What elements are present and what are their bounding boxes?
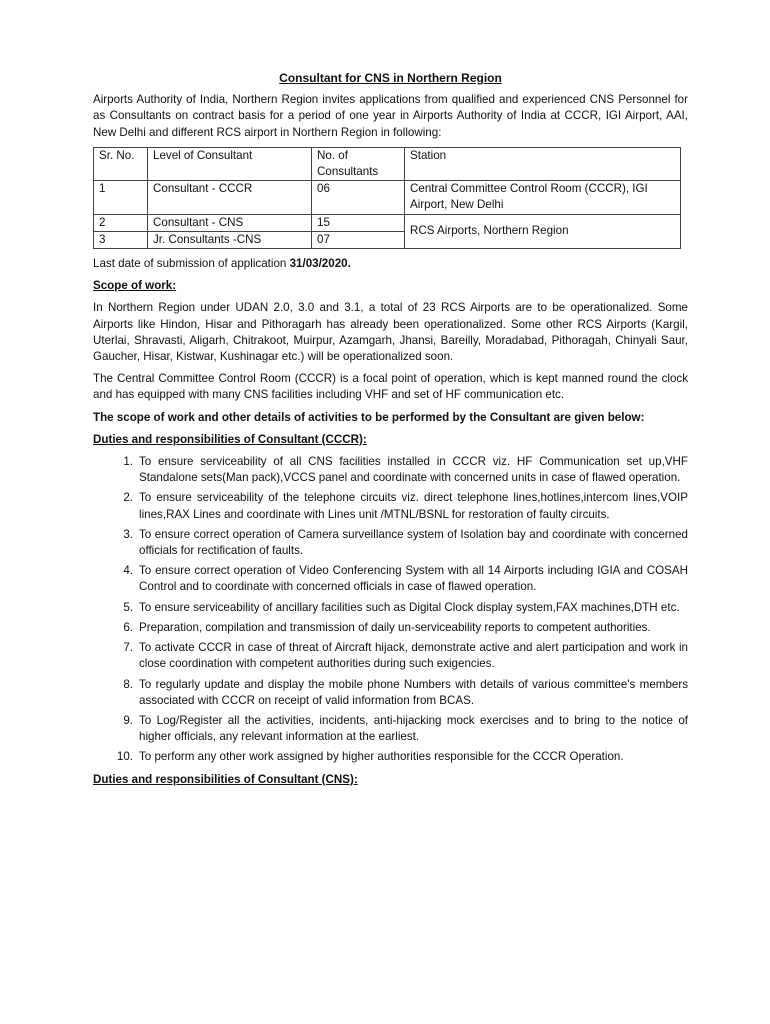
scope-details-line: The scope of work and other details of activities to be performed by the Consultant are given below: (93, 410, 645, 424)
list-item-number: 9. (123, 713, 133, 727)
duties-cccr-heading: Duties and responsibilities of Consultant (CCCR): (93, 432, 367, 446)
list-item-text: To regularly update and display the mobile phone Numbers with details of various committee's members associated with CCCR on receipt of valid information from BCAS. (139, 677, 688, 707)
list-item-number: 5. (123, 600, 133, 614)
document-content (93, 70, 688, 794)
list-item (93, 713, 688, 745)
list-item-text: To ensure correct operation of Camera surveillance system of Isolation bay and coordinate with concerned officials for rectification of faults. (139, 527, 688, 558)
list-item (93, 563, 688, 595)
header-station: Station (405, 147, 681, 180)
duties-cns-heading: Duties and responsibilities of Consultant (CNS): (93, 772, 358, 786)
list-item-text: To activate CCCR in case of threat of Aircraft hijack, demonstrate active and alert participation and work in close coordination with competent authorities during such exigencies. (139, 641, 688, 671)
intro-paragraph: Airports Authority of India, Northern Region invites applications from qualified and experienced CNS Personnel for as Consultants on contract basis for a period of one year in Airports Authority of India at CCCR, IGI Airport, AAI, New Delhi and different RCS airport in Northern Region in following: (93, 93, 688, 139)
table-header-row (94, 147, 681, 180)
page-title: Consultant for CNS in Northern Region (279, 71, 502, 85)
cell-count: 15 (312, 214, 405, 231)
list-item-number: 6. (123, 620, 133, 634)
cell-sr: 2 (94, 214, 148, 231)
list-item-number: 1. (123, 455, 133, 469)
last-date-value: 31/03/2020. (289, 257, 351, 271)
list-item-text: To ensure serviceability of the telephone circuits viz. direct telephone lines,hotlines,intercom lines,VOIP lines,RAX Lines and coordinate with Lines unit /MTNL/BSNL for restoration of faulty circuits. (139, 491, 688, 521)
consultant-table (93, 147, 681, 249)
list-item-number: 10. (116, 750, 133, 764)
list-item-number: 8. (123, 677, 133, 691)
cell-sr: 1 (94, 181, 148, 214)
duties-cccr-list (93, 454, 688, 765)
list-item-text: To ensure serviceability of all CNS facilities installed in CCCR viz. HF Communication set up,VHF Standalone sets(Man pack),VCCS panel and coordinate with concerned units in case of flawed operation. (139, 455, 688, 485)
header-sr-no: Sr. No. (94, 147, 148, 180)
list-item (93, 620, 688, 636)
list-item (93, 454, 688, 486)
list-item-text: To Log/Register all the activities, incidents, anti-hijacking mock exercises and to bring to the notice of higher officials, any relevant information at the earliest. (139, 713, 688, 744)
list-item-number: 7. (123, 641, 133, 655)
last-date-label: Last date of submission of application (93, 257, 290, 271)
list-item (93, 640, 688, 672)
header-level: Level of Consultant (148, 147, 312, 180)
list-item-text: To ensure serviceability of ancillary facilities such as Digital Clock display system,FAX machines,DTH etc. (139, 600, 680, 614)
cell-count: 07 (312, 231, 405, 248)
list-item-text: Preparation, compilation and transmission of daily un-serviceability reports to competent authorities. (139, 620, 651, 634)
list-item (93, 490, 688, 522)
table-row (94, 214, 681, 231)
list-item-number: 4. (123, 564, 133, 578)
list-item-text: To perform any other work assigned by higher authorities responsible for the CCCR Operation. (139, 750, 624, 764)
cell-station: RCS Airports, Northern Region (405, 214, 681, 248)
cell-level: Consultant - CCCR (148, 181, 312, 214)
cell-level: Jr. Consultants -CNS (148, 231, 312, 248)
header-count: No. of Consultants (312, 147, 405, 180)
list-item (93, 677, 688, 709)
scope-paragraph-1: In Northern Region under UDAN 2.0, 3.0 and 3.1, a total of 23 RCS Airports are to be operationalized. Some Airports like Hindon, Hisar and Pithoragarh has already been operationalized. Some other RCS Airports (Kargil, Uterlai, Shravasti, Aligarh, Chitrakoot, Muirpur, Azamgarh, Jhansi, Bareilly, Moradabad, Pithoragah, Chinyali Saur, Gaucher, Hisar, Kistwar, Kushinagar etc.) will be operationalized soon. (93, 301, 688, 364)
scope-heading: Scope of work: (93, 279, 177, 293)
list-item (93, 527, 688, 559)
cell-level: Consultant - CNS (148, 214, 312, 231)
list-item-number: 3. (123, 527, 133, 541)
cell-count: 06 (312, 181, 405, 214)
scope-paragraph-2: The Central Committee Control Room (CCCR) is a focal point of operation, which is kept manned round the clock and has equipped with many CNS facilities including VHF and set of HF communication etc. (93, 372, 688, 402)
list-item (93, 600, 688, 616)
table-row (94, 181, 681, 214)
list-item (93, 749, 688, 765)
list-item-text: To ensure correct operation of Video Conferencing System with all 14 Airports including IGIA and COSAH Control and to coordinate with concerned officials in case of flawed operation. (139, 564, 688, 594)
last-date-line (93, 256, 688, 272)
cell-sr: 3 (94, 231, 148, 248)
list-item-number: 2. (123, 491, 133, 505)
cell-station: Central Committee Control Room (CCCR), IGI Airport, New Delhi (405, 181, 681, 214)
